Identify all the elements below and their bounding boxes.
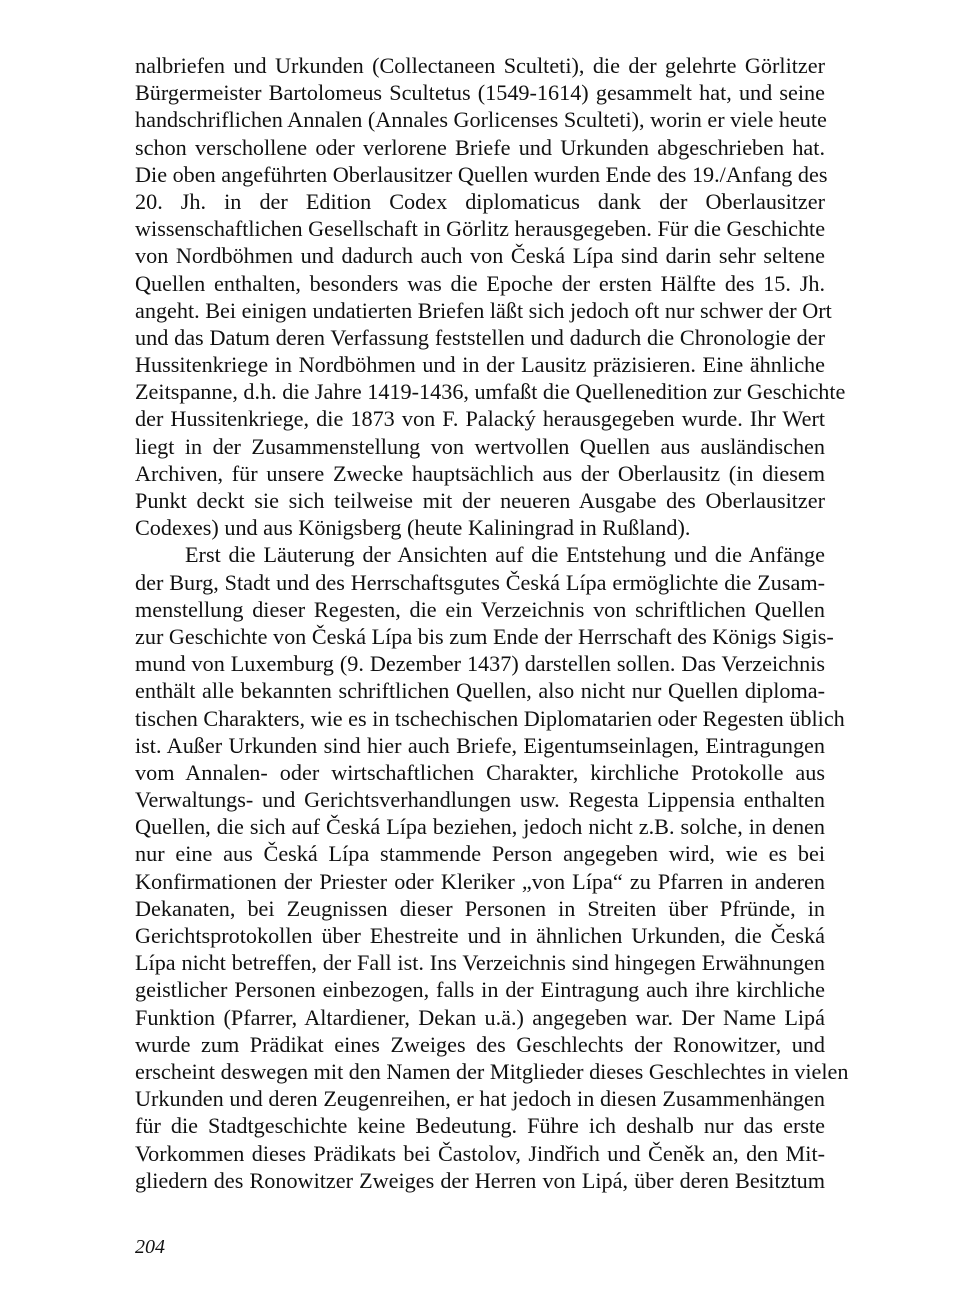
text-line: Dekanaten, bei Zeugnissen dieser Personen in Streiten über Pfründe, in [135, 895, 825, 921]
text-line: für die Stadtgeschichte keine Bedeutung. Führe ich deshalb nur das erste [135, 1113, 825, 1139]
text-line: Archiven, für unsere Zwecke hauptsächlich aus der Oberlausitz (in diesem [135, 460, 825, 486]
text-line: Bürgermeister Bartolomeus Scultetus (1549-1614) gesammelt hat, und seine [135, 80, 825, 106]
text-line: Quellen, die sich auf Česká Lípa beziehen, jedoch nicht z.B. solche, in denen [135, 814, 825, 840]
text-line: angeht. Bei einigen undatierten Briefen läßt sich jedoch oft nur schwer der Ort [135, 297, 832, 323]
text-line: Vorkommen dieses Prädikats bei Častolov, Jindřich und Čeněk an, den Mit- [135, 1140, 825, 1166]
text-line: Funktion (Pfarrer, Altardiener, Dekan u.ä.) angegeben war. Der Name Lipá [135, 1004, 825, 1030]
text-line: Zeitspanne, d.h. die Jahre 1419-1436, umfaßt die Quellenedition zur Geschichte [135, 379, 846, 405]
text-line: handschriflichen Annalen (Annales Gorlicenses Sculteti), worin er viele heute [135, 107, 827, 133]
text-line: vom Annalen- oder wirtschaftlichen Charakter, kirchliche Protokolle aus [135, 759, 825, 785]
text-line: Gerichtsprotokollen über Ehestreite und in ähnlichen Urkunden, die Česká [135, 923, 825, 948]
text-line: liegt in der Zusammenstellung von wertvollen Quellen aus ausländischen [135, 433, 825, 459]
text-line: geistlicher Personen einbezogen, falls in der Eintragung auch ihre kirchliche [135, 977, 825, 1003]
text-line: Lípa nicht betreffen, der Fall ist. Ins Verzeichnis sind hingegen Erwähnungen [135, 950, 825, 976]
paragraph-start-line: Erst die Läuterung der Ansichten auf die Entstehung und die Anfänge [185, 542, 825, 568]
text-line: und das Datum deren Verfassung feststellen und dadurch die Chronologie der [135, 324, 825, 350]
text-line: wissenschaftlichen Gesellschaft in Görlitz herausgegeben. Für die Geschichte [135, 216, 826, 242]
text-line: Punkt deckt sie sich teilweise mit der neueren Ausgabe des Oberlausitzer [135, 488, 825, 513]
text-line: nur eine aus Česká Lípa stammende Person angegeben wird, wie es bei [135, 841, 825, 867]
text-line: mund von Luxemburg (9. Dezember 1437) darstellen sollen. Das Verzeichnis [135, 651, 825, 677]
text-line: zur Geschichte von Česká Lípa bis zum Ende der Herrschaft des Königs Sigis- [135, 623, 834, 649]
page-number: 204 [135, 1236, 165, 1258]
text-line: schon verschollene oder verlorene Briefe und Urkunden abgeschrieben hat. [135, 134, 825, 160]
text-line: der Burg, Stadt und des Herrschaftsgutes Česká Lípa ermöglichte die Zusam- [135, 569, 825, 595]
text-line: gliedern des Ronowitzer Zweiges der Herren von Lipá, über deren Besitztum [135, 1167, 825, 1193]
text-line: wurde zum Prädikat eines Zweiges des Geschlechts der Ronowitzer, und [135, 1031, 825, 1057]
text-line: erscheint deswegen mit den Namen der Mitglieder dieses Geschlechtes in vielen [135, 1058, 849, 1084]
text-line: ist. Außer Urkunden sind hier auch Briefe, Eigentumseinlagen, Eintragungen [135, 732, 825, 758]
paragraph-end-line: Codexes) und aus Königsberg (heute Kaliningrad in Rußland). [135, 515, 691, 541]
body-text [135, 52, 849, 1194]
text-line: enthält alle bekannten schriftlichen Quellen, also nicht nur Quellen diploma- [135, 678, 825, 704]
text-line: Konfirmationen der Priester oder Kleriker „von Lípa“ zu Pfarren in anderen [135, 868, 825, 894]
text-line: Die oben angeführten Oberlausitzer Quellen wurden Ende des 19./Anfang des [135, 161, 828, 187]
text-line: der Hussitenkriege, die 1873 von F. Palacký herausgegeben wurde. Ihr Wert [135, 406, 825, 432]
text-line: Verwaltungs- und Gerichtsverhandlungen usw. Regesta Lippensia enthalten [135, 787, 825, 813]
text-line: Hussitenkriege in Nordböhmen und in der Lausitz präzisieren. Eine ähnliche [135, 352, 825, 378]
text-line: Urkunden und deren Zeugenreihen, er hat jedoch in diesen Zusammenhängen [135, 1086, 825, 1112]
text-line: 20. Jh. in der Edition Codex diplomaticus dank der Oberlausitzer [135, 188, 825, 214]
text-line: tischen Charakters, wie es in tschechischen Diplomatarien oder Regesten üblich [135, 705, 845, 731]
text-line: nalbriefen und Urkunden (Collectaneen Sculteti), die der gelehrte Görlitzer [135, 53, 825, 78]
text-line: Quellen enthalten, besonders was die Epoche der ersten Hälfte des 15. Jh. [135, 270, 825, 296]
text-line: von Nordböhmen und dadurch auch von Česká Lípa sind darin sehr seltene [135, 243, 825, 269]
text-line: menstellung dieser Regesten, die ein Verzeichnis von schriftlichen Quellen [135, 596, 825, 622]
